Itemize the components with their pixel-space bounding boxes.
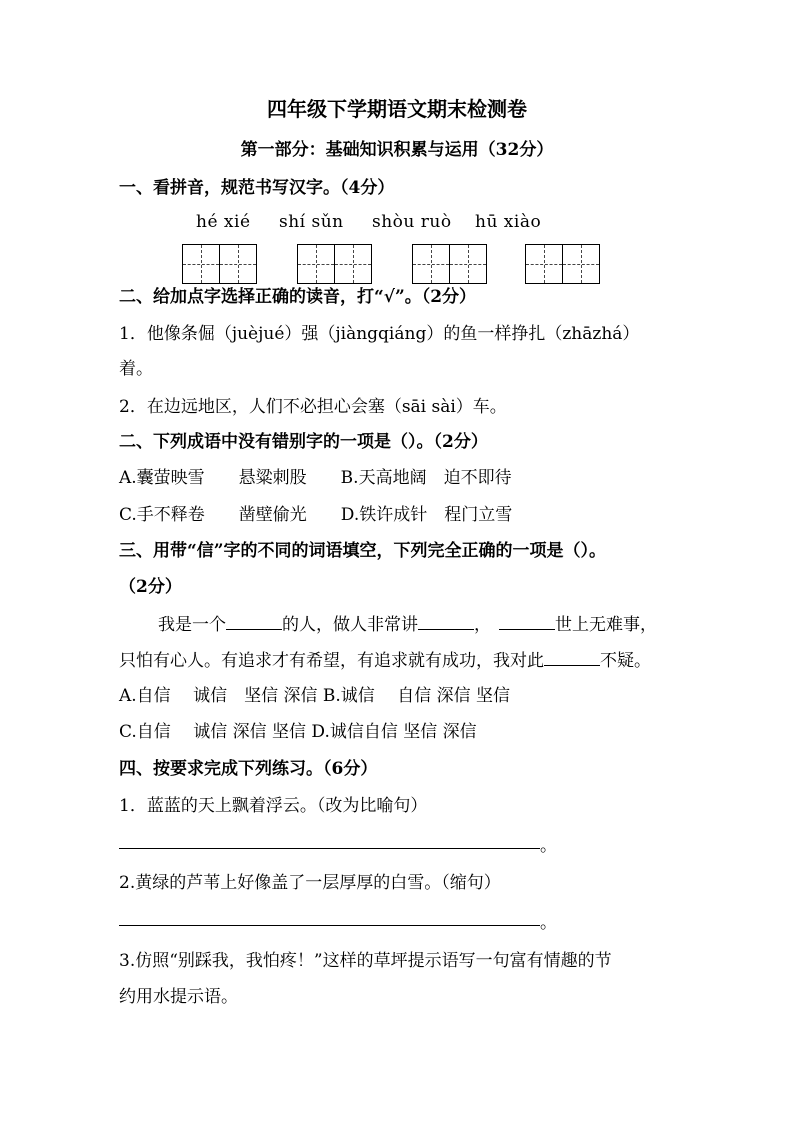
passage-text: 世上无难事，: [555, 615, 657, 635]
q5-item1: 1．蓝蓝的天上飘着浮云。（改为比喻句）: [119, 796, 428, 816]
passage-text: 只怕有心人。有追求才有希望，有追求就有成功，我对此: [119, 651, 544, 671]
q5-item2: 2.黄绿的芦苇上好像盖了一层厚厚的白雪。（缩句）: [119, 873, 501, 893]
q2-item1-line2: 着。: [119, 359, 153, 379]
pinyin-1: hé xié: [196, 212, 251, 232]
q5-heading: 四、按要求完成下列练习。（6分）: [119, 759, 378, 779]
fill-blank[interactable]: [544, 649, 600, 666]
q4-points: （2分）: [119, 577, 182, 597]
q1-heading: 一、看拼音，规范书写汉字。（4分）: [119, 178, 395, 198]
answer-line-end-mark: 。: [540, 913, 557, 933]
q3-options-row2: C.手不释卷 凿壁偷光 D.铁许成针 程门立雪: [119, 505, 513, 525]
q4-options-row1: A.自信 诚信 坚信 深信 B.诚信 自信 深信 坚信: [119, 686, 510, 706]
passage-text: ，: [474, 615, 491, 635]
answer-line-1[interactable]: [119, 848, 540, 849]
pinyin-4: hū xiào: [475, 212, 542, 232]
fill-blank[interactable]: [418, 613, 474, 630]
writing-grid-1[interactable]: [182, 244, 257, 284]
fill-blank[interactable]: [226, 613, 282, 630]
passage-text: 我是一个: [158, 615, 226, 635]
q2-heading: 二、给加点字选择正确的读音，打“√”。（2分）: [119, 287, 477, 307]
passage-text: 不疑。: [600, 651, 651, 671]
q3-heading: 二、下列成语中没有错别字的一项是（）。（2分）: [119, 432, 488, 452]
writing-cell[interactable]: [334, 244, 372, 284]
passage-text: 的人，做人非常讲: [282, 615, 418, 635]
q5-item3-line2: 约用水提示语。: [119, 987, 238, 1007]
pinyin-2: shí sǔn: [279, 212, 344, 232]
writing-grid-2[interactable]: [297, 244, 372, 284]
writing-cell[interactable]: [562, 244, 600, 284]
part-heading: 第一部分：基础知识积累与运用（32分）: [240, 140, 554, 160]
q4-heading: 三、用带“信”字的不同的词语填空，下列完全正确的一项是（）。: [119, 541, 607, 561]
page-title: 四年级下学期语文期末检测卷: [267, 97, 527, 121]
writing-cell[interactable]: [449, 244, 487, 284]
writing-cell[interactable]: [525, 244, 563, 284]
q4-options-row2: C.自信 诚信 深信 坚信 D.诚信自信 坚信 深信: [119, 722, 477, 742]
q2-item2: 2．在边远地区，人们不必担心会塞（sāi sài）车。: [119, 397, 507, 417]
answer-line-end-mark: 。: [540, 836, 557, 856]
writing-cell[interactable]: [219, 244, 257, 284]
writing-cell[interactable]: [297, 244, 335, 284]
q3-options-row1: A.囊萤映雪 悬粱刺股 B.天高地阔 迫不即待: [119, 468, 512, 488]
q5-item3-line1: 3.仿照“别踩我，我怕疼！”这样的草坪提示语写一句富有情趣的节: [119, 951, 612, 971]
writing-grid-3[interactable]: [412, 244, 487, 284]
answer-line-2[interactable]: [119, 925, 540, 926]
q4-passage-line1: [158, 613, 657, 636]
q2-item1-line1: 1．他像条倔（juèjué）强（jiàngqiáng）的鱼一样挣扎（zhāzhá）: [119, 324, 640, 344]
fill-blank[interactable]: [499, 613, 555, 630]
q4-passage-line2: [119, 649, 651, 672]
writing-cell[interactable]: [412, 244, 450, 284]
writing-grid-4[interactable]: [525, 244, 600, 284]
pinyin-3: shòu ruò: [372, 212, 452, 232]
writing-cell[interactable]: [182, 244, 220, 284]
